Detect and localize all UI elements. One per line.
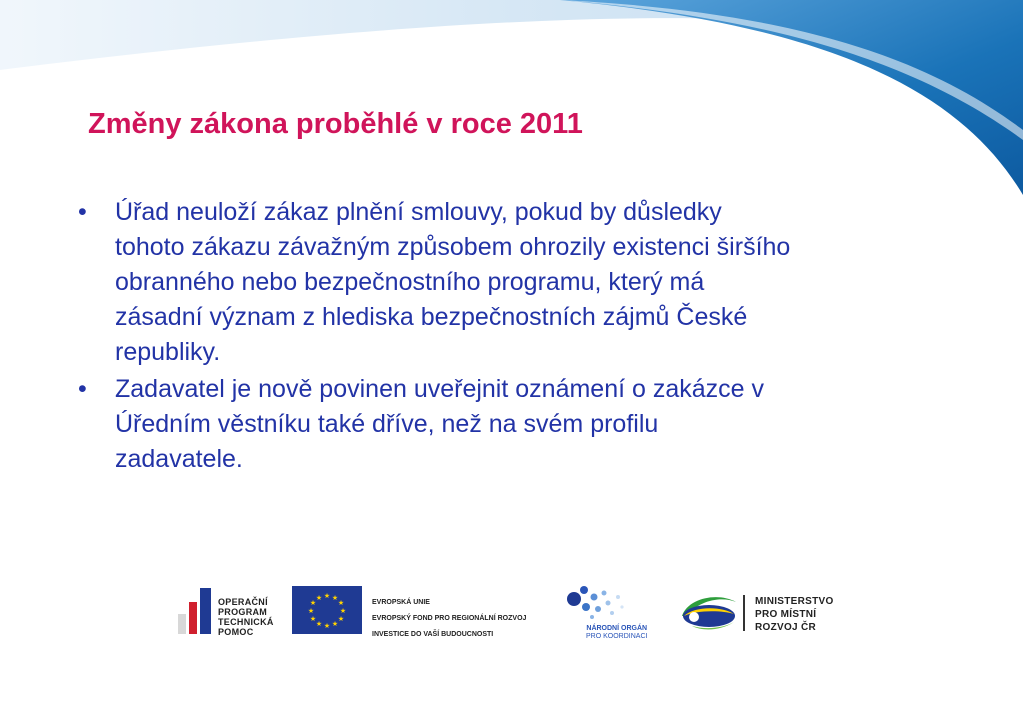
mmr-logo — [678, 584, 858, 644]
narodni-organ-title: NÁRODNÍ ORGÁN — [586, 625, 648, 632]
bullet-list — [78, 195, 978, 479]
bullet-text-line: zadavatele. — [115, 445, 243, 473]
svg-text:★: ★ — [309, 599, 317, 607]
narodni-organ-subtitle: PRO KOORDINACI — [586, 633, 648, 640]
svg-text:★: ★ — [337, 615, 345, 623]
bullet-text-line: zásadní význam z hlediska bezpečnostních zájmů České — [115, 303, 748, 331]
optp-text-line: PROGRAM — [218, 607, 268, 617]
mmr-text-line: ROZVOJ ČR — [755, 622, 817, 633]
bullet-item — [78, 195, 978, 370]
svg-text:★: ★ — [309, 615, 317, 623]
mmr-divider — [743, 595, 745, 631]
optp-text-line: TECHNICKÁ — [218, 617, 274, 627]
optp-bars-icon — [176, 586, 216, 636]
optp-text-line: OPERAČNÍ — [218, 597, 268, 607]
svg-text:★: ★ — [307, 607, 315, 615]
svg-text:★: ★ — [337, 599, 345, 607]
eu-logo — [292, 580, 552, 642]
bullet-text-line: Zadavatel je nově povinen uveřejnit oznámení o zakázce v — [115, 375, 764, 403]
svg-text:★: ★ — [315, 594, 323, 602]
bullet-item — [78, 372, 978, 477]
logo-bar — [0, 580, 1023, 650]
optp-text-line: POMOC — [218, 627, 254, 637]
optp-logo — [176, 586, 286, 646]
svg-text:★: ★ — [323, 622, 331, 630]
bullet-text-line: Úředním věstníku také dříve, než na svém profilu — [115, 410, 659, 438]
mmr-text-line: MINISTERSTVO — [755, 596, 834, 607]
bullet-text-line: republiky. — [115, 338, 221, 366]
bullet-marker: • — [78, 375, 87, 403]
bullet-text-line: Úřad neuloží zákaz plnění smlouvy, pokud by důsledky — [115, 198, 722, 226]
eu-text-line: INVESTICE DO VAŠÍ BUDOUCNOSTI — [372, 631, 494, 638]
eu-text-line: EVROPSKÝ FOND PRO REGIONÁLNÍ ROZVOJ — [372, 615, 527, 622]
eu-flag-icon — [292, 586, 362, 634]
bullet-text-line: obranného nebo bezpečnostního programu, který má — [115, 268, 705, 296]
narodni-organ-logo — [560, 585, 650, 645]
mmr-text-line: PRO MÍSTNÍ — [755, 609, 817, 620]
svg-text:★: ★ — [339, 607, 347, 615]
svg-text:★: ★ — [331, 620, 339, 628]
eu-text-line: EVROPSKÁ UNIE — [372, 599, 430, 606]
dots-icon — [564, 585, 634, 625]
mmr-emblem-icon — [678, 586, 740, 636]
svg-text:★: ★ — [323, 592, 331, 600]
svg-text:★: ★ — [315, 620, 323, 628]
slide-title: Změny zákona proběhlé v roce 2011 — [88, 108, 583, 140]
svg-text:★: ★ — [331, 594, 339, 602]
bullet-marker: • — [78, 198, 87, 226]
bullet-text-line: tohoto zákazu závažným způsobem ohrozily existenci širšího — [115, 233, 791, 261]
